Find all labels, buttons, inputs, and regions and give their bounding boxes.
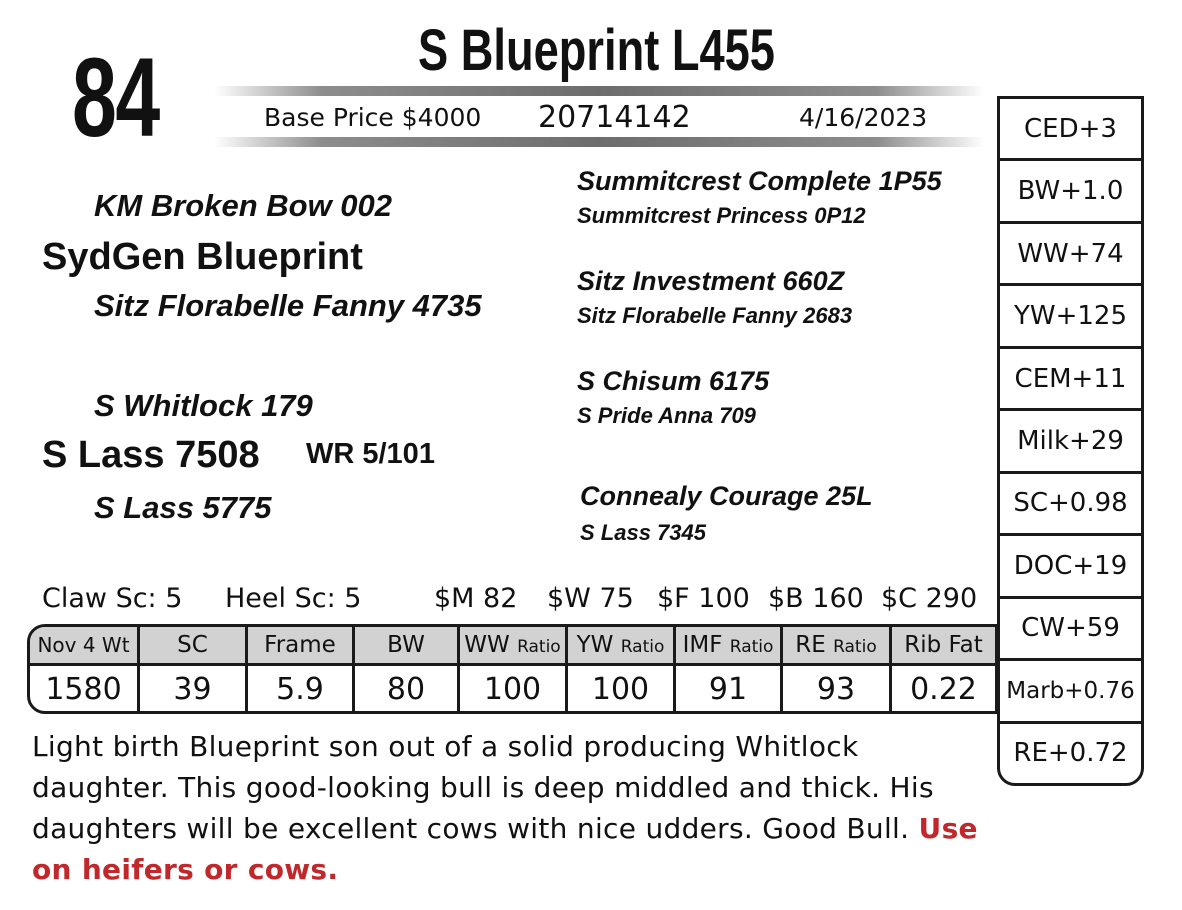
perf-header-label: BW (387, 632, 425, 658)
sire: SydGen Blueprint (42, 236, 363, 278)
epd-doc: DOC+19 (1000, 536, 1141, 598)
perf-value: 91 (708, 672, 748, 707)
heel-score: Heel Sc: 5 (225, 583, 362, 614)
perf-header (460, 627, 565, 666)
dam-sire: S Whitlock 179 (94, 388, 313, 423)
perf-header-sublabel: Ratio (729, 637, 774, 657)
base-price: Base Price $4000 (264, 103, 482, 132)
birth-date: 4/16/2023 (799, 103, 928, 132)
dam-wr: WR 5/101 (306, 438, 435, 470)
description-text: Light birth Blueprint son out of a solid producing Whitlock daughter. This good-looking bull is deep middled and thick. His daughters will be excellent cows with nice udders. Good Bull. (32, 730, 934, 845)
perf-column (783, 627, 892, 711)
perf-header (676, 627, 780, 666)
epd-bw: BW+1.0 (1000, 161, 1141, 223)
index-c: $C 290 (881, 583, 978, 614)
index-f: $F 100 (657, 583, 750, 614)
perf-header-sublabel: Ratio (620, 637, 665, 657)
perf-column (140, 627, 248, 711)
perf-value: 100 (483, 672, 542, 707)
perf-header (892, 627, 995, 666)
epd-milk: Milk+29 (1000, 411, 1141, 473)
index-m: $M 82 (434, 583, 518, 614)
epd-panel (997, 96, 1144, 786)
perf-header (30, 627, 137, 666)
epd-ced: CED+3 (1000, 99, 1141, 161)
epd-sc: SC+0.98 (1000, 474, 1141, 536)
perf-header-label: Nov 4 Wt (37, 633, 130, 657)
perf-column (460, 627, 568, 711)
perf-column (248, 627, 355, 711)
perf-header-label: YW (576, 632, 614, 658)
perf-column (676, 627, 783, 711)
lot-number: 84 (72, 35, 159, 160)
epd-ww: WW+74 (1000, 224, 1141, 286)
bull-name: S Blueprint L455 (418, 18, 775, 83)
index-b: $B 160 (768, 583, 864, 614)
perf-header-sublabel: Ratio (517, 637, 561, 657)
perf-column (30, 627, 140, 711)
description (32, 726, 982, 890)
perf-header-label: Frame (264, 632, 336, 658)
index-w: $W 75 (547, 583, 634, 614)
header-divider-top (214, 86, 984, 96)
great-grandparent: Sitz Investment 660Z (577, 266, 845, 296)
perf-value: 0.22 (910, 672, 977, 707)
registration-number: 20714142 (538, 100, 691, 135)
perf-header (248, 627, 352, 666)
perf-header-label: WW (464, 632, 510, 658)
epd-marb: Marb+0.76 (1000, 661, 1141, 723)
perf-header-label: Rib Fat (904, 632, 983, 658)
dam: S Lass 7508 (42, 434, 260, 476)
great-grandparent: S Lass 7345 (580, 520, 706, 545)
perf-value: 39 (173, 672, 212, 707)
great-grandparent: S Chisum 6175 (577, 366, 770, 396)
perf-header (568, 627, 673, 666)
perf-header (355, 627, 457, 666)
epd-cw: CW+59 (1000, 599, 1141, 661)
epd-yw: YW+125 (1000, 286, 1141, 348)
description-highlight: Use on heifers or cows. (32, 812, 978, 886)
perf-value: 100 (591, 672, 650, 707)
perf-header (783, 627, 889, 666)
performance-table (27, 624, 998, 714)
perf-header (140, 627, 245, 666)
dam-dam: S Lass 5775 (94, 490, 272, 525)
great-grandparent: Sitz Florabelle Fanny 2683 (577, 303, 853, 328)
perf-header-label: IMF (682, 632, 723, 658)
great-grandparent: Summitcrest Princess 0P12 (577, 203, 866, 228)
perf-header-label: RE (795, 632, 826, 658)
perf-value: 93 (816, 672, 856, 707)
claw-score: Claw Sc: 5 (42, 583, 183, 614)
great-grandparent: S Pride Anna 709 (577, 403, 756, 428)
epd-re: RE+0.72 (1013, 738, 1128, 769)
header-divider-bottom (214, 137, 984, 147)
perf-value: 5.9 (276, 672, 324, 707)
great-grandparent: Summitcrest Complete 1P55 (577, 166, 942, 196)
perf-header-label: SC (177, 632, 208, 658)
perf-column (568, 627, 676, 711)
perf-column (892, 627, 995, 711)
sire-sire: KM Broken Bow 002 (94, 188, 393, 223)
perf-value: 80 (386, 672, 426, 707)
perf-value: 1580 (45, 672, 122, 707)
sire-dam: Sitz Florabelle Fanny 4735 (94, 288, 482, 323)
perf-header-sublabel: Ratio (833, 637, 877, 657)
epd-cem: CEM+11 (1000, 349, 1141, 411)
perf-column (355, 627, 460, 711)
great-grandparent: Connealy Courage 25L (580, 481, 873, 511)
